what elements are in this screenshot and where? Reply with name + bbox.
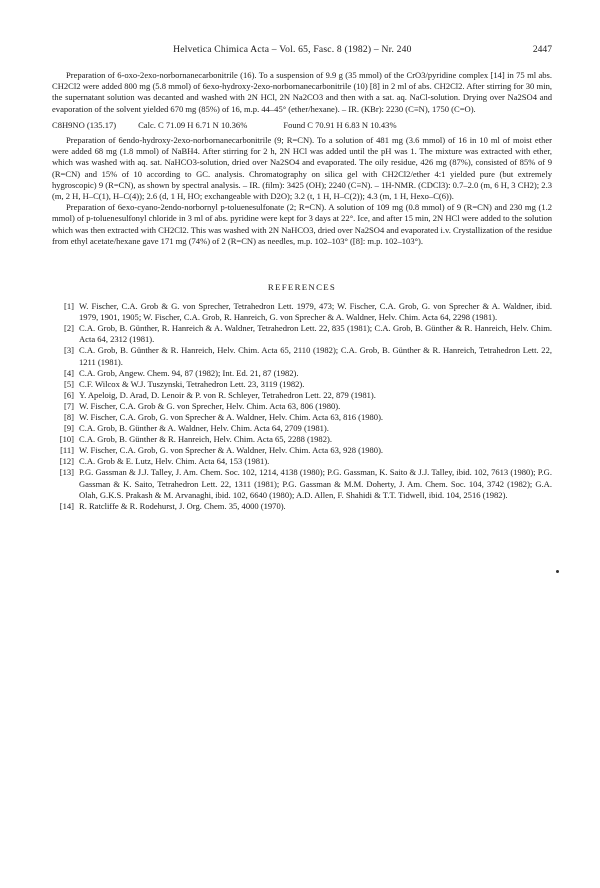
reference-item (52, 467, 552, 500)
running-header (52, 44, 552, 56)
reference-text: C.A. Grob, B. Günther & R. Hanreich, Helv. Chim. Acta 65, 2288 (1982). (79, 434, 332, 445)
reference-text: W. Fischer, C.A. Grob & G. von Sprecher, Tetrahedron Lett. 1979, 473; W. Fischer, C.A. Grob, G. von Sprecher & A. Waldner, ibid. 1979, 1901, 1905; W. Fischer, C.A. Grob, R. Hanreich, G. von Sprecher & A. Waldner, Helv. Chim. Acta 64, 2298 (1981). (79, 301, 552, 323)
analysis-found: Found C 70.91 H 6.83 N 10.43% (283, 119, 397, 130)
reference-number: [11] (60, 445, 74, 456)
reference-text: C.F. Wilcox & W.J. Tuszynski, Tetrahedron Lett. 23, 3119 (1982). (79, 378, 305, 389)
reference-number: [14] (59, 500, 74, 511)
reference-number: [4] (64, 367, 74, 378)
reference-text: W. Fischer, C.A. Grob, G. von Sprecher & A. Waldner, Helv. Chim. Acta 63, 816 (1980). (79, 411, 384, 422)
reference-list (52, 301, 552, 512)
reference-number: [13] (59, 467, 74, 478)
scan-speck (556, 570, 559, 573)
reference-text: C.A. Grob, B. Günther, R. Hanreich & A. Waldner, Tetrahedron Lett. 22, 835 (1981); C.A. Grob, B. Günther & R. Hanreich, Helv. Chim. Acta 64, 2312 (1981). (79, 323, 552, 345)
reference-item (52, 456, 552, 467)
reference-text: W. Fischer, C.A. Grob, G. von Sprecher & A. Waldner, Helv. Chim. Acta 63, 928 (1980). (79, 445, 384, 456)
references-heading: REFERENCES (267, 282, 337, 293)
reference-number: [1] (64, 301, 74, 312)
elemental-analysis (52, 120, 552, 131)
reference-text: C.A. Grob, B. Günther & R. Hanreich, Helv. Chim. Acta 65, 2110 (1982); C.A. Grob, B. Günther & R. Hanreich, Tetrahedron Lett. 22, 1211 (1981). (79, 345, 552, 367)
experimental-section (52, 70, 552, 247)
procedure-paragraph-3: Preparation of 6exo-cyano-2endo-norbornyl p-toluenesulfonate (2; R=CN). A solution of 109 mg (0.8 mmol) of 9 (R=CN) and 230 mg (1.2 mmol) of p-toluenesulfonyl chloride in 3 ml of abs. pyridine were kept for 3 days at 22°. Ice, and after 15 min, 2N HCl were added to the solution which was then extracted with CH2Cl2. This was washed with 2N NaHCO3, dried over Na2SO4 and evaporated i.v. Crystallization of the residue from ethyl acetate/hexane gave 171 mg (74%) of 2 (R=CN) as needles, m.p. 102–103° ([8]: m.p. 102–103°). (52, 202, 552, 246)
reference-item (52, 368, 552, 379)
analysis-formula: C8H9NO (135.17) (52, 119, 117, 130)
reference-item (52, 390, 552, 401)
reference-number: [7] (64, 400, 74, 411)
reference-item (52, 412, 552, 423)
reference-item (52, 379, 552, 390)
reference-item (52, 345, 552, 367)
reference-number: [2] (64, 323, 74, 334)
reference-text: C.A. Grob, Angew. Chem. 94, 87 (1982); Int. Ed. 21, 87 (1982). (79, 367, 299, 378)
journal-page (52, 44, 552, 512)
page-number: 2447 (532, 44, 552, 55)
reference-number: [9] (64, 423, 74, 434)
reference-text: R. Ratcliffe & R. Rodehurst, J. Org. Chem. 35, 4000 (1970). (79, 500, 286, 511)
reference-item (52, 423, 552, 434)
reference-text: P.G. Gassman & J.J. Talley, J. Am. Chem. Soc. 102, 1214, 4138 (1980); P.G. Gassman, K. Saito & J.J. Talley, ibid. 102, 7613 (1980); P.G. Gassman & K. Saito, Tetrahedron Lett. 22, 1311 (1981); P.G. Gassman & M.M. Doherty, J. Am. Chem. Soc. 104, 3742 (1982); G.A. Olah, G.K.S. Prakash & M. Arvanaghi, ibid. 102, 6640 (1980); A.D. Allen, F. Shahidi & T.T. Tidwell, ibid. 104, 2516 (1982). (79, 467, 552, 500)
reference-text: C.A. Grob & E. Lutz, Helv. Chim. Acta 64, 153 (1981). (79, 456, 270, 467)
reference-text: Y. Apeloig, D. Arad, D. Lenoir & P. von R. Schleyer, Tetrahedron Lett. 22, 879 (1981). (79, 389, 376, 400)
reference-item (52, 301, 552, 323)
reference-number: [10] (59, 434, 74, 445)
reference-item (52, 401, 552, 412)
analysis-calc: Calc. C 71.09 H 6.71 N 10.36% (138, 119, 248, 130)
reference-number: [5] (64, 378, 74, 389)
procedure-paragraph-2: Preparation of 6endo-hydroxy-2exo-norbornanecarbonitrile (9; R=CN). To a solution of 481 mg (3.6 mmol) of 16 in 10 ml of moist ether were added 68 mg (1.8 mmol) of NaBH4. After stirring for 2 h, 2N HCl was added until the pH was 1. The mixture was extracted with ether, which was washed with aq. sat. NaHCO3-solution, dried over Na2SO4 and evaporated. The oily residue, 426 mg (87%), consisted of 85% of 9 (R=CN) and 15% of 10 according to GC. analysis. Chromatography on silica gel with CH2Cl2/ether 4:1 yielded pure (but extremely hygroscopic) 9 (R=CN), as shown by spectral analysis. – IR. (film): 3425 (OH); 2240 (C≡N). – 1H-NMR. (CDCl3): 0.7–2.0 (m, 6 H, 3 CH2); 2.3 (m, 2 H, H–C(1), H–C(4)); 2.6 (d, 1 H, HO; exchangeable with D2O); 3.2 (t, 1 H, H–C(2)); 4.3 (m, 1 H, Hexo–C(6)). (52, 135, 552, 202)
reference-number: [12] (59, 456, 74, 467)
reference-text: C.A. Grob, B. Günther & A. Waldner, Helv. Chim. Acta 64, 2709 (1981). (79, 423, 329, 434)
reference-item (52, 434, 552, 445)
procedure-paragraph-1: Preparation of 6-oxo-2exo-norbornanecarbonitrile (16). To a suspension of 9.9 g (35 mmol) of the CrO3/pyridine complex [14] in 75 ml abs. CH2Cl2 were added 800 mg (5.8 mmol) of 6exo-hydroxy-2exo-norbornanecarbonitrile (10) [8] in 2 ml of abs. CH2Cl2. After stirring for 30 min, the supernatant solution was decanted and washed with 2N HCl, 2N Na2CO3 and then with a sat. aq. NaCl-solution. Drying over Na2SO4 and evaporation of the solvent yielded 670 mg (85%) of 16, m.p. 44–45° (ether/hexane). – IR. (KBr): 2230 (C≡N), 1750 (C=O). (52, 70, 552, 114)
reference-number: [8] (64, 411, 74, 422)
reference-item (52, 501, 552, 512)
reference-item (52, 445, 552, 456)
reference-number: [6] (64, 389, 74, 400)
reference-text: W. Fischer, C.A. Grob & G. von Sprecher, Helv. Chim. Acta 63, 806 (1980). (79, 400, 341, 411)
journal-citation: Helvetica Chimica Acta – Vol. 65, Fasc. 8 (1982) – Nr. 240 (173, 44, 412, 55)
reference-item (52, 323, 552, 345)
reference-number: [3] (64, 345, 74, 356)
